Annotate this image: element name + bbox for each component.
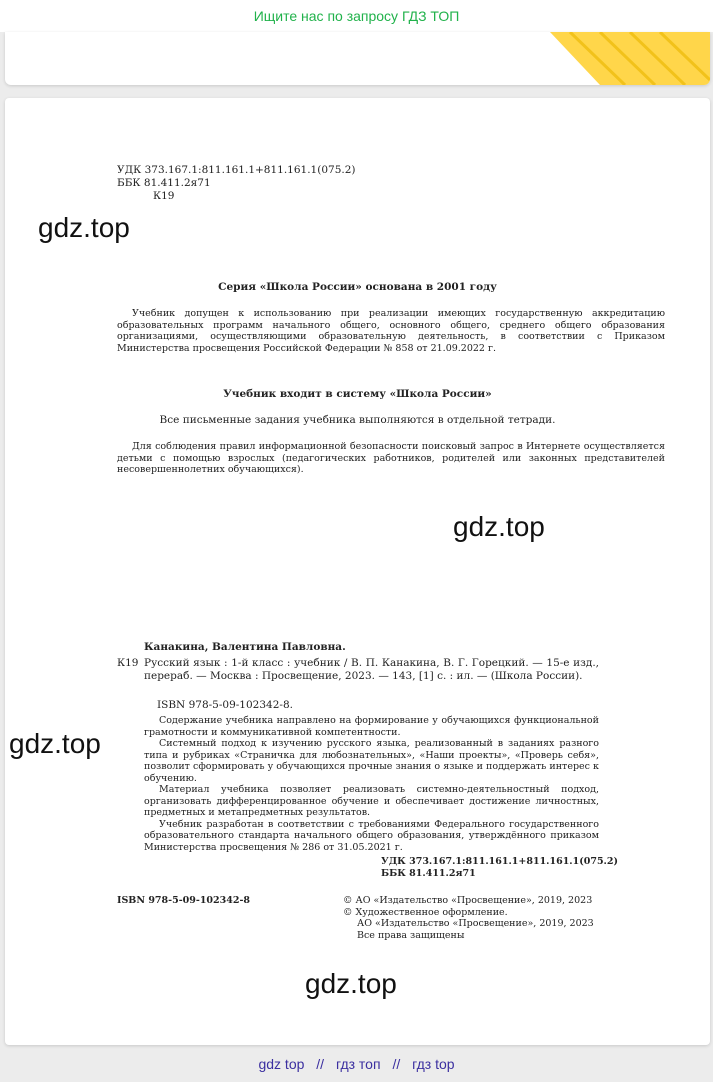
annotation-paragraph: Учебник разработан в соответствии с требованиями Федерального государственного образовательного стандарта начального общего образования, утверждённого приказом Министерства просвещения № 286 от 31.05.2021 г. xyxy=(144,818,599,853)
series-line: Серия «Школа России» основана в 2001 году xyxy=(218,281,497,293)
footer-separator: // xyxy=(392,1056,401,1072)
copyright-block xyxy=(343,895,594,941)
isbn-bottom: ISBN 978-5-09-102342-8 xyxy=(117,895,251,906)
footer-link[interactable]: гдз top xyxy=(412,1056,455,1072)
annotation-paragraph: Материал учебника позволяет реализовать системно-деятельностный подход, организовать дифференцированное обучение и обеспечивает достижение личностных, предметных и метапредметных результатов. xyxy=(144,784,599,818)
footer-link[interactable]: gdz top xyxy=(258,1056,305,1072)
biblio-text: Русский язык : 1-й класс : учебник / В. П. Канакина, В. Г. Горецкий. — 15-е изд., перераб. — Москва : Просвещение, 2023. — 143, [1] с. : ил. — (Школа России). xyxy=(144,657,599,682)
notebook-line: Все письменные задания учебника выполняются в отдельной тетради. xyxy=(159,414,556,426)
header-card xyxy=(5,32,710,85)
annotation-paragraph: Системный подход к изучению русского языка, реализованный в заданиях разного типа и рубриках «Страничка для любознательных», «Наши проекты», «Проверь себя», позволит сформировать у обучающихся прочные знания о языке и поддержать интерес к обучению. xyxy=(144,738,599,784)
udk-line: УДК 373.167.1:811.161.1+811.161.1(075.2) xyxy=(381,856,618,867)
isbn-line: ISBN 978-5-09-102342-8. xyxy=(157,699,293,711)
decorative-stripes xyxy=(530,32,710,85)
watermark: gdz.top xyxy=(9,728,101,759)
udk-block xyxy=(117,164,356,203)
udk-right-block xyxy=(381,856,618,879)
k19-code: К19 xyxy=(153,190,175,202)
copyright-line: © АО «Издательство «Просвещение», 2019, 2023 xyxy=(343,895,593,906)
approval-text: Учебник допущен к использованию при реализации имеющих государственную аккредитацию образовательных программ начального общего, основного общего, среднего общего образования организациями, осуществляющими образовательную деятельность, в соответствии с Приказом Министерства просвещения Российской Федерации № 858 от 21.09.2022 г. xyxy=(117,308,665,354)
author-line: Канакина, Валентина Павловна. xyxy=(144,641,346,653)
top-banner[interactable]: Ищите нас по запросу ГДЗ ТОП xyxy=(0,0,713,32)
watermark: gdz.top xyxy=(453,511,545,542)
watermark: gdz.top xyxy=(38,212,130,243)
book-page xyxy=(5,98,710,1045)
copyright-line: Все права защищены xyxy=(357,929,465,941)
annotation xyxy=(144,715,599,853)
footer-links xyxy=(0,1052,713,1076)
bbk-line: ББК 81.411.2я71 xyxy=(117,177,211,189)
safety-text: Для соблюдения правил информационной безопасности поисковый запрос в Интернете осуществляется детьми с помощью взрослых (педагогических работников, родителей или законных представителей несовершеннолетних обучающихся). xyxy=(117,441,665,475)
copyright-line: © Художественное оформление. xyxy=(343,906,508,918)
system-line: Учебник входит в систему «Школа России» xyxy=(223,388,492,400)
bbk-line: ББК 81.411.2я71 xyxy=(381,867,476,879)
k19-label: К19 xyxy=(117,657,139,669)
watermark: gdz.top xyxy=(305,968,397,999)
annotation-paragraph: Содержание учебника направлено на формирование у обучающихся функциональной грамотности и коммуникативной компетентности. xyxy=(144,715,599,738)
udk-line: УДК 373.167.1:811.161.1+811.161.1(075.2) xyxy=(117,164,356,176)
footer-link[interactable]: гдз топ xyxy=(335,1056,381,1072)
copyright-line: АО «Издательство «Просвещение», 2019, 2023 xyxy=(357,918,594,929)
footer-separator: // xyxy=(316,1056,325,1072)
